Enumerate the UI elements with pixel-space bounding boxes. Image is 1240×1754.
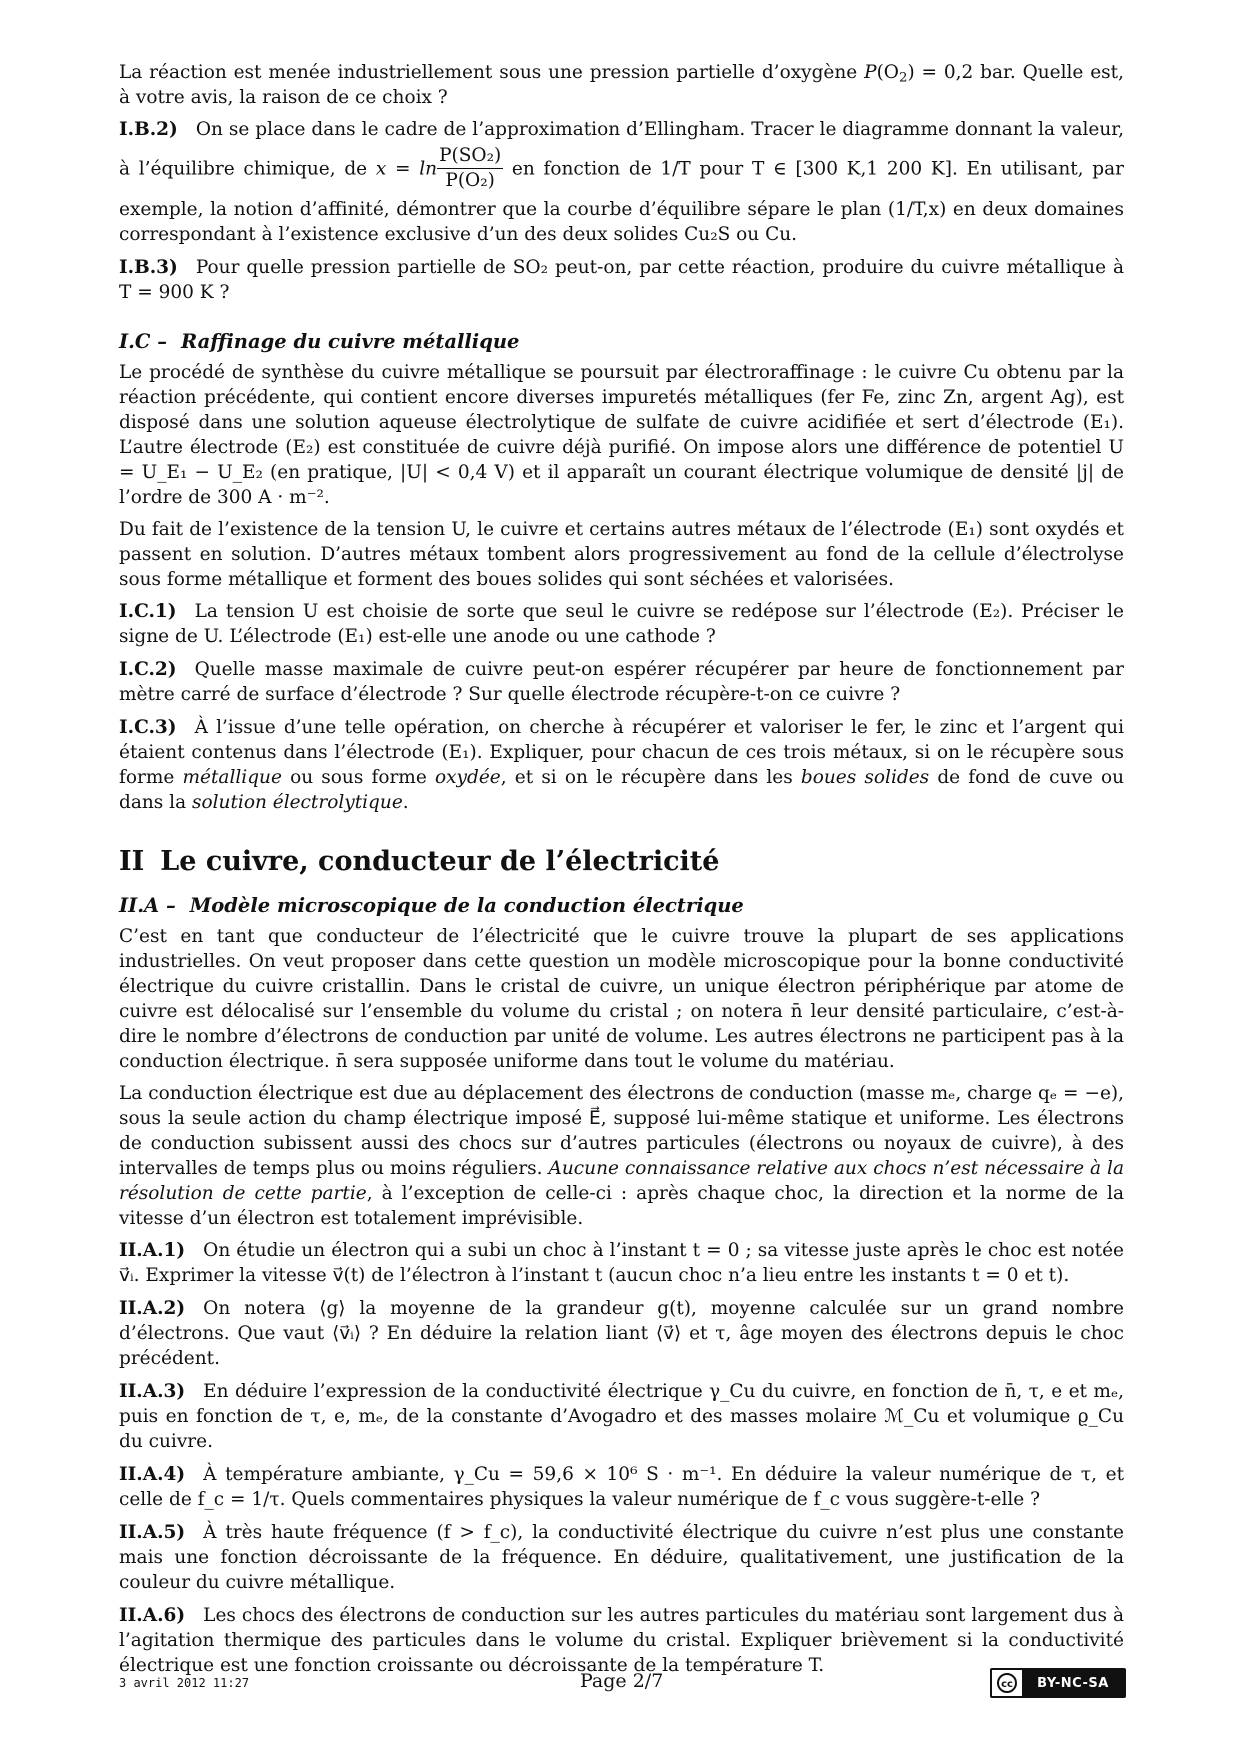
license-label: BY-NC-SA <box>1022 1670 1124 1696</box>
question-ib3: I.B.3) Pour quelle pression partielle de SO₂ peut-on, par cette réaction, produire du cuivre métallique à T = 900 K ? <box>119 257 1124 303</box>
iia-paragraph-2: La conduction électrique est due au déplacement des électrons de conduction (masse mₑ, charge qₑ = −e), sous la seule action du champ électrique imposé E⃗, supposé lui-même statique et uniforme. Les électrons de conduction subissent aussi des chocs sur d’autres particules (électrons ou noyaux de cuivre), à des intervalles de temps plus ou moins réguliers. Aucune connaissance relative aux chocs n’est nécessaire à la résolution de cette partie, à l’exception de celle-ci : après chaque choc, la direction et la norme de la vitesse d’un électron est totalement imprévisible. <box>119 1083 1125 1229</box>
question-iia6: II.A.6) Les chocs des électrons de conduction sur les autres particules du matériau sont largement dus à l’agitation thermique des particules dans le volume du cristal. Expliquer brièvement si la conductivité électrique est une fonction croissante ou décroissante de la température T. <box>119 1605 1124 1676</box>
section-heading-ic: I.C – Raffinage du cuivre métallique <box>119 330 520 353</box>
question-iia2: II.A.2) On notera ⟨g⟩ la moyenne de la grandeur g(t), moyenne calculée sur un grand nombre d’électrons. Que vaut ⟨v⃗ᵢ⟩ ? En déduire la relation liant ⟨v⃗⟩ et τ, âge moyen des électrons depuis le choc précédent. <box>119 1298 1124 1369</box>
creative-commons-icon: cc <box>992 1670 1022 1696</box>
question-number: I.B.3) <box>119 257 178 278</box>
fraction-so2-o2: $\frac{\text{P(SO₂)}}{\text{P(O₂)}}$ <box>439 145 502 191</box>
question-number: II.A.6) <box>119 1605 186 1626</box>
question-number: II.A.3) <box>119 1381 186 1402</box>
ic-paragraph-2: Du fait de l’existence de la tension U, le cuivre et certains autres métaux de l’électrode (E₁) sont oxydés et passent en solution. D’autres métaux tombent alors progressivement au fond de la cellule d’électrolyse sous forme métallique et forment des boues solides qui sont séchées et valorisées. <box>119 519 1124 590</box>
question-number: II.A.4) <box>119 1464 186 1485</box>
question-iia5: II.A.5) À très haute fréquence (f > f_c), la conductivité électrique du cuivre n’est plus une constante mais une fonction décroissante de la fréquence. En déduire, qualitativement, une justification de la couleur du cuivre métallique. <box>119 1522 1124 1593</box>
license-badge[interactable] <box>990 1668 1126 1698</box>
question-number: II.A.5) <box>119 1522 186 1543</box>
question-ib2: I.B.2) On se place dans le cadre de l’approximation d’Ellingham. Tracer le diagramme donnant la valeur, à l’équilibre chimique, de x = ln $\frac{\text{P(SO₂)}}{\text{P(O₂)}}$ en fonction de 1/T pour T ∈ [300 K,1 200 K]. En utilisant, par exemple, la notion d’affinité, démontrer que la courbe d’équilibre sépare le plan (1/T,x) en deux domaines correspondant à l’existence exclusive d’un des deux solides Cu₂S ou Cu. <box>119 119 1124 245</box>
question-number: I.C.1) <box>119 601 177 622</box>
section-heading-iia: II.A – Modèle microscopique de la conduction électrique <box>119 894 744 917</box>
page-number: Page 2/7 <box>580 1670 664 1692</box>
question-number: I.C.2) <box>119 659 177 680</box>
page-body <box>119 60 1124 1686</box>
question-number: I.C.3) <box>119 717 177 738</box>
question-number: II.A.1) <box>119 1240 186 1261</box>
iia-paragraph-1: C’est en tant que conducteur de l’électricité que le cuivre trouve la plupart de ses applications industrielles. On veut proposer dans cette question un modèle microscopique pour la bonne conductivité électrique du cuivre cristallin. Dans le cristal de cuivre, un unique électron périphérique par atome de cuivre est délocalisé sur l’ensemble du volume du cristal ; on notera n̄ leur densité particulaire, c’est-à-dire le nombre d’électrons de conduction par unité de volume. Les autres électrons ne participent pas à la conduction électrique. n̄ sera supposée uniforme dans tout le volume du matériau. <box>119 926 1124 1072</box>
question-iia3: II.A.3) En déduire l’expression de la conductivité électrique γ_Cu du cuivre, en fonction de n̄, τ, e et mₑ, puis en fonction de τ, e, mₑ, de la constante d’Avogadro et des masses molaire ℳ_Cu et volumique ϱ_Cu du cuivre. <box>119 1381 1124 1452</box>
question-ic1: I.C.1) La tension U est choisie de sorte que seul le cuivre se redépose sur l’électrode (E₂). Préciser le signe de U. L’électrode (E₁) est-elle une anode ou une cathode ? <box>119 601 1124 647</box>
question-ic3: I.C.3) À l’issue d’une telle opération, on cherche à récupérer et valoriser le fer, le zinc et l’argent qui étaient contenus dans l’électrode (E₁). Expliquer, pour chacun de ces trois métaux, si on le récupère sous forme métallique ou sous forme oxydée, et si on le récupère dans les boues solides de fond de cuve ou dans la solution électrolytique. <box>119 717 1125 813</box>
question-number: I.B.2) <box>119 119 178 140</box>
question-iia4: II.A.4) À température ambiante, γ_Cu = 59,6 × 10⁶ S · m⁻¹. En déduire la valeur numérique de τ, et celle de f_c = 1/τ. Quels commentaires physiques la valeur numérique de f_c vous suggère-t-elle ? <box>119 1464 1124 1510</box>
footer-date: 3 avril 2012 11:27 <box>119 1676 250 1690</box>
part-heading-ii: II Le cuivre, conducteur de l’électricité <box>119 846 720 877</box>
question-iia1: II.A.1) On étudie un électron qui a subi un choc à l’instant t = 0 ; sa vitesse juste après le choc est notée v⃗ᵢ. Exprimer la vitesse v⃗(t) de l’électron à l’instant t (aucun choc n’a lieu entre les instants t = 0 et t). <box>119 1240 1124 1286</box>
ic-paragraph-1: Le procédé de synthèse du cuivre métallique se poursuit par électroraffinage : le cuivre Cu obtenu par la réaction précédente, qui contient encore diverses impuretés métalliques (fer Fe, zinc Zn, argent Ag), est disposé dans une solution aqueuse électrolytique de sulfate de cuivre acidifiée et sert d’électrode (E₁). L’autre électrode (E₂) est constituée de cuivre déjà purifié. On impose alors une différence de potentiel U = U_E₁ − U_E₂ (en pratique, |U| < 0,4 V) et il apparaît un courant électrique volumique de densité |j| de l’ordre de 300 A · m⁻². <box>119 362 1124 508</box>
intro-paragraph: La réaction est menée industriellement sous une pression partielle d’oxygène $P(O_2) = 0,2$ bar. Quelle est, à votre avis, la raison de ce choix ? <box>119 62 1124 108</box>
question-number: II.A.2) <box>119 1298 186 1319</box>
question-ic2: I.C.2) Quelle masse maximale de cuivre peut-on espérer récupérer par heure de fonctionnement par mètre carré de surface d’électrode ? Sur quelle électrode récupère-t-on ce cuivre ? <box>119 659 1124 705</box>
